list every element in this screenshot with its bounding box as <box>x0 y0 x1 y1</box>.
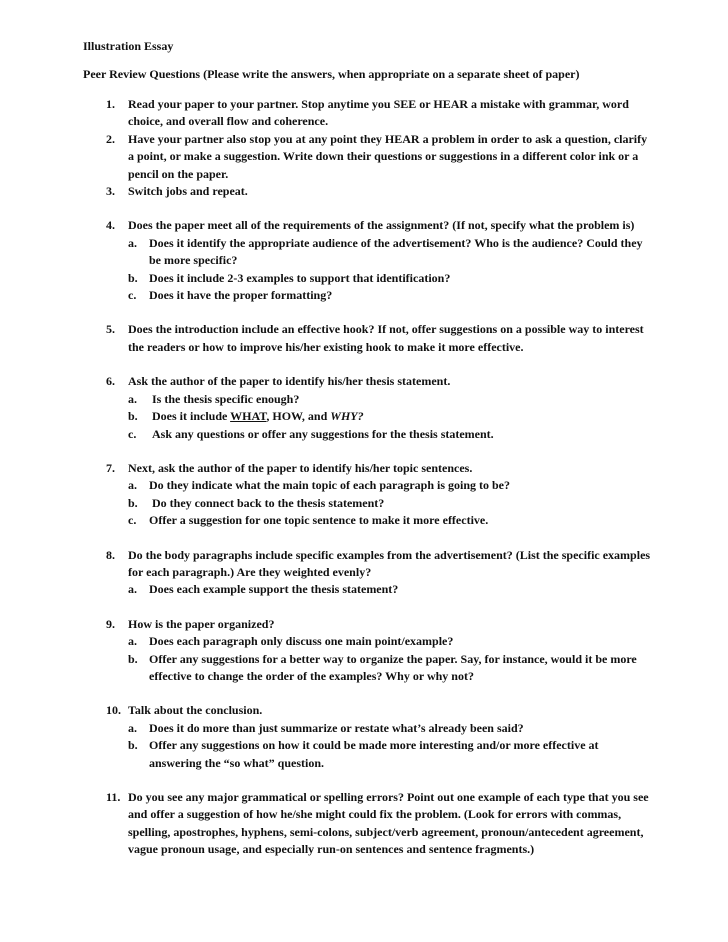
document-title: Illustration Essay <box>83 39 174 53</box>
sub-item <box>128 720 651 737</box>
sub-text: Ask any questions or offer any suggestions for the thesis statement. <box>152 426 494 441</box>
sub-item <box>128 270 651 287</box>
sub-text: Does each paragraph only discuss one main point/example? <box>149 634 454 649</box>
sub-letter: b. <box>128 651 138 666</box>
sub-text: Does each example support the thesis statement? <box>149 582 399 597</box>
sub-letter: c. <box>128 426 137 441</box>
item-number: 9. <box>106 616 115 631</box>
sub-letter: b. <box>128 738 138 753</box>
sub-letter: b. <box>128 495 138 510</box>
list-item <box>106 702 651 719</box>
list-item <box>106 217 651 234</box>
sub-text-pre: Does it include <box>152 409 231 424</box>
sub-letter: a. <box>128 582 137 597</box>
sub-text: Do they indicate what the main topic of each paragraph is going to be? <box>149 478 510 493</box>
sub-text-what: WHAT <box>230 409 267 424</box>
sub-letter: c. <box>128 288 137 303</box>
sub-text: Is the thesis specific enough? <box>152 391 300 406</box>
item-text: Have your partner also stop you at any point they HEAR a problem in order to ask a question, clarify a point, or make a suggestion. Write down their questions or suggestions in a different color ink or a pencil on the paper. <box>128 131 648 181</box>
list-item <box>106 131 651 183</box>
sub-item <box>128 426 651 443</box>
sub-item <box>128 512 651 529</box>
sub-text: Does it do more than just summarize or restate what’s already been said? <box>149 720 524 735</box>
list-item <box>106 321 651 356</box>
item-text: Talk about the conclusion. <box>128 703 263 718</box>
question-list <box>106 96 651 859</box>
item-text: Does the introduction include an effective hook? If not, offer suggestions on a possible way to interest the readers or how to improve his/her existing hook to make it more effective. <box>128 322 644 354</box>
item-text: Do you see any major grammatical or spelling errors? Point out one example of each type that you see and offer a suggestion of how he/she might could fix the problem. (Look for errors with commas, spelling, apostrophes, hyphens, semi-colons, subject/verb agreement, pronoun/antecedent agreement, vague pronoun usage, and especially run-on sentences and sentence fragments.) <box>128 790 649 857</box>
sub-text: Offer any suggestions for a better way to organize the paper. Say, for instance, would it be more effective to change the order of the examples? Why or why not? <box>149 651 637 683</box>
sub-text: Does it identify the appropriate audience of the advertisement? Who is the audience? Could they be more specific? <box>149 235 643 268</box>
sub-letter: a. <box>128 235 137 250</box>
sub-item <box>128 737 651 772</box>
item-text: Ask the author of the paper to identify his/her thesis statement. <box>128 374 451 389</box>
sub-item <box>128 391 651 408</box>
sub-letter: b. <box>128 409 138 424</box>
list-item <box>106 547 651 582</box>
sub-letter: c. <box>128 513 137 528</box>
sub-text-mid: , HOW, and <box>266 409 331 424</box>
item-number: 8. <box>106 547 115 562</box>
item-number: 7. <box>106 460 115 475</box>
sub-text: Does it include 2-3 examples to support that identification? <box>149 270 451 285</box>
list-item <box>106 183 651 200</box>
item-number: 1. <box>106 97 115 111</box>
sub-text: Offer any suggestions on how it could be made more interesting and/or more effective at answering the “so what” question. <box>149 738 599 770</box>
item-number: 11. <box>106 790 121 804</box>
sub-item <box>128 651 651 686</box>
sub-item <box>128 495 651 512</box>
sub-letter: a. <box>128 720 137 735</box>
sub-text: Offer a suggestion for one topic sentence to make it more effective. <box>149 513 489 528</box>
list-item <box>106 373 651 390</box>
item-number: 4. <box>106 218 115 233</box>
document-subtitle: Peer Review Questions (Please write the answers, when appropriate on a separate sheet of paper) <box>83 67 580 81</box>
item-number: 10. <box>106 703 121 718</box>
item-number: 5. <box>106 322 115 337</box>
item-number: 6. <box>106 374 115 389</box>
sub-text: Do they connect back to the thesis statement? <box>152 495 385 510</box>
list-item <box>106 460 651 477</box>
sub-item <box>128 287 651 304</box>
item-text: Does the paper meet all of the requirements of the assignment? (If not, specify what the problem is) <box>128 218 635 233</box>
item-number: 2. <box>106 131 115 146</box>
list-item <box>106 616 651 633</box>
list-item <box>106 789 651 859</box>
sub-item <box>128 408 651 425</box>
sub-letter: a. <box>128 634 137 649</box>
sub-item <box>128 581 651 598</box>
sub-letter: a. <box>128 478 137 493</box>
item-text: Read your paper to your partner. Stop anytime you SEE or HEAR a mistake with grammar, word choice, and overall flow and coherence. <box>128 97 629 129</box>
sub-text <box>149 409 364 423</box>
sub-item <box>128 633 651 650</box>
sub-letter: b. <box>128 270 138 285</box>
sub-text-why: WHY? <box>330 409 364 424</box>
sub-item <box>128 477 651 494</box>
list-item <box>106 96 651 131</box>
item-text: How is the paper organized? <box>128 616 275 631</box>
item-number: 3. <box>106 184 115 199</box>
sub-item <box>128 235 651 270</box>
item-text: Switch jobs and repeat. <box>128 184 248 199</box>
item-text: Next, ask the author of the paper to identify his/her topic sentences. <box>128 460 473 475</box>
sub-letter: a. <box>128 391 137 406</box>
item-text: Do the body paragraphs include specific examples from the advertisement? (List the specific examples for each paragraph.) Are they weighted evenly? <box>128 547 651 579</box>
sub-text: Does it have the proper formatting? <box>149 288 333 303</box>
